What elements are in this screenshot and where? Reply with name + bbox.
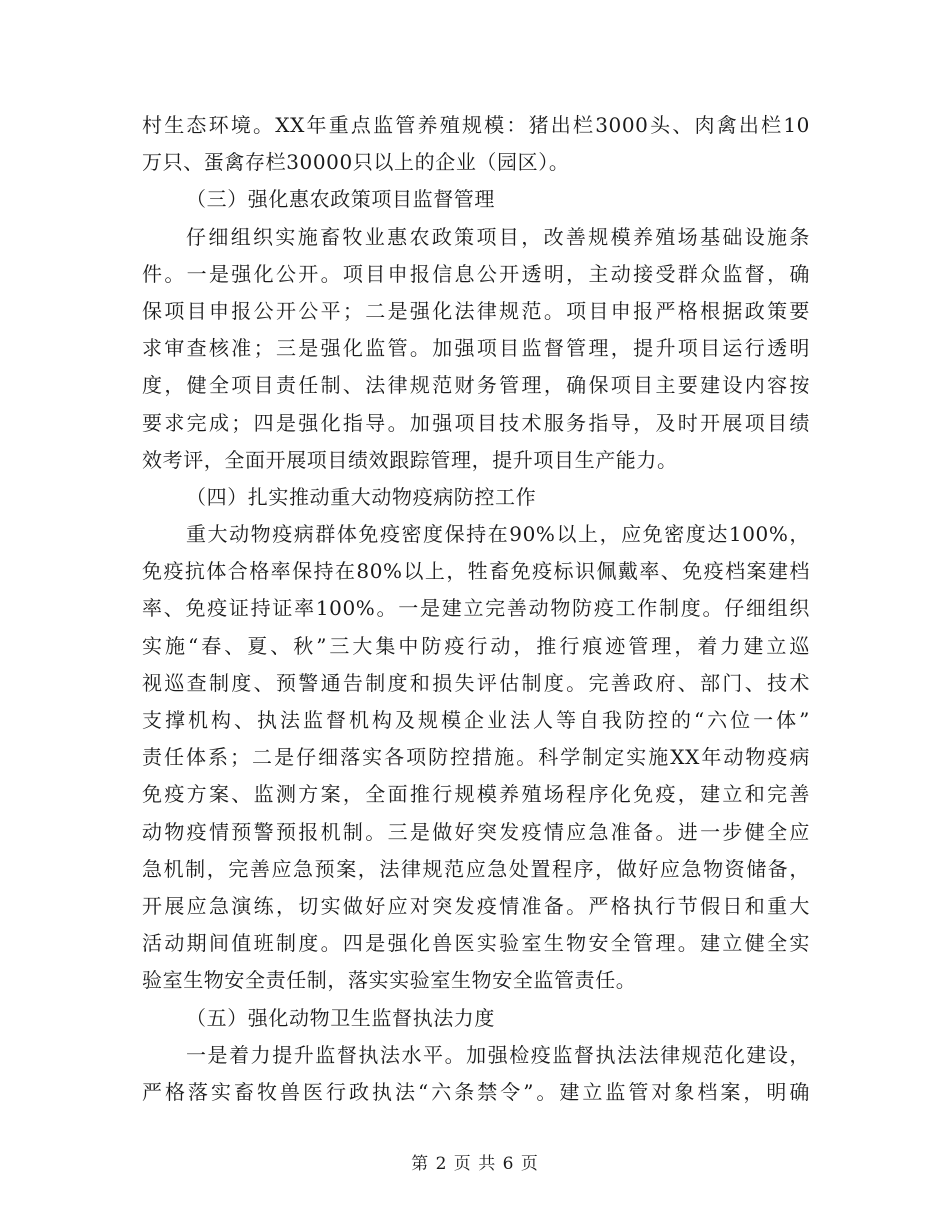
section-heading: （五）强化动物卫生监督执法力度: [186, 1005, 495, 1030]
text-line: 视巡查制度、预警通告制度和损失评估制度。完善政府、部门、技术: [142, 670, 810, 695]
text-line: 一是着力提升监督执法水平。加强检疫监督执法法律规范化建设，: [186, 1042, 810, 1067]
text-line: 效考评，全面开展项目绩效跟踪管理，提升项目生产能力。: [142, 447, 678, 472]
text-line: 开展应急演练，切实做好应对突发疫情准备。严格执行节假日和重大: [142, 893, 810, 918]
text-line: 验室生物安全责任制，落实实验室生物安全监管责任。: [142, 968, 637, 993]
section-heading: （四）扎实推动重大动物疫病防控工作: [186, 484, 537, 509]
text-line: 求审查核准；三是强化监管。加强项目监督管理，提升项目运行透明: [142, 336, 810, 361]
text-line: 支撑机构、执法监督机构及规模企业法人等自我防控的“六位一体”: [142, 708, 810, 732]
text-line: 率、免疫证持证率100%。一是建立完善动物防疫工作制度。仔细组织: [142, 596, 810, 621]
text-line: 村生态环境。XX年重点监管养殖规模：猪出栏3000头、肉禽出栏10: [142, 113, 810, 137]
text-line: 度，健全项目责任制、法律规范财务管理，确保项目主要建设内容按: [142, 373, 810, 398]
document-body: [142, 110, 810, 1114]
text-line: 仔细组织实施畜牧业惠农政策项目，改善规模养殖场基础设施条: [186, 224, 810, 249]
text-line: 实施“春、夏、秋”三大集中防疫行动，推行痕迹管理，着力建立巡: [142, 633, 810, 658]
text-line: 活动期间值班制度。四是强化兽医实验室生物安全管理。建立健全实: [142, 931, 810, 956]
text-line: 件。一是强化公开。项目申报信息公开透明，主动接受群众监督，确: [142, 261, 810, 286]
text-line: 严格落实畜牧兽医行政执法“六条禁令”。建立监管对象档案，明确: [142, 1079, 810, 1104]
text-line: 动物疫情预警预报机制。三是做好突发疫情应急准备。进一步健全应: [142, 819, 810, 844]
text-line: 免疫方案、监测方案，全面推行规模养殖场程序化免疫，建立和完善: [142, 782, 810, 807]
text-line: 万只、蛋禽存栏30000只以上的企业（园区）。: [142, 150, 570, 175]
text-line: 要求完成；四是强化指导。加强项目技术服务指导，及时开展项目绩: [142, 410, 810, 435]
text-line: 保项目申报公开公平；二是强化法律规范。项目申报严格根据政策要: [142, 298, 810, 323]
page-number-footer: 第 2 页 共 6 页: [411, 1154, 539, 1174]
text-line: 免疫抗体合格率保持在80%以上，牲畜免疫标识佩戴率、免疫档案建档: [142, 559, 810, 584]
text-line: 急机制，完善应急预案，法律规范应急处置程序，做好应急物资储备，: [142, 856, 810, 881]
text-line: 重大动物疫病群体免疫密度保持在90%以上，应免密度达100%，: [186, 522, 810, 547]
text-line: 责任体系；二是仔细落实各项防控措施。科学制定实施XX年动物疫病: [142, 745, 810, 770]
section-heading: （三）强化惠农政策项目监督管理: [186, 187, 495, 212]
